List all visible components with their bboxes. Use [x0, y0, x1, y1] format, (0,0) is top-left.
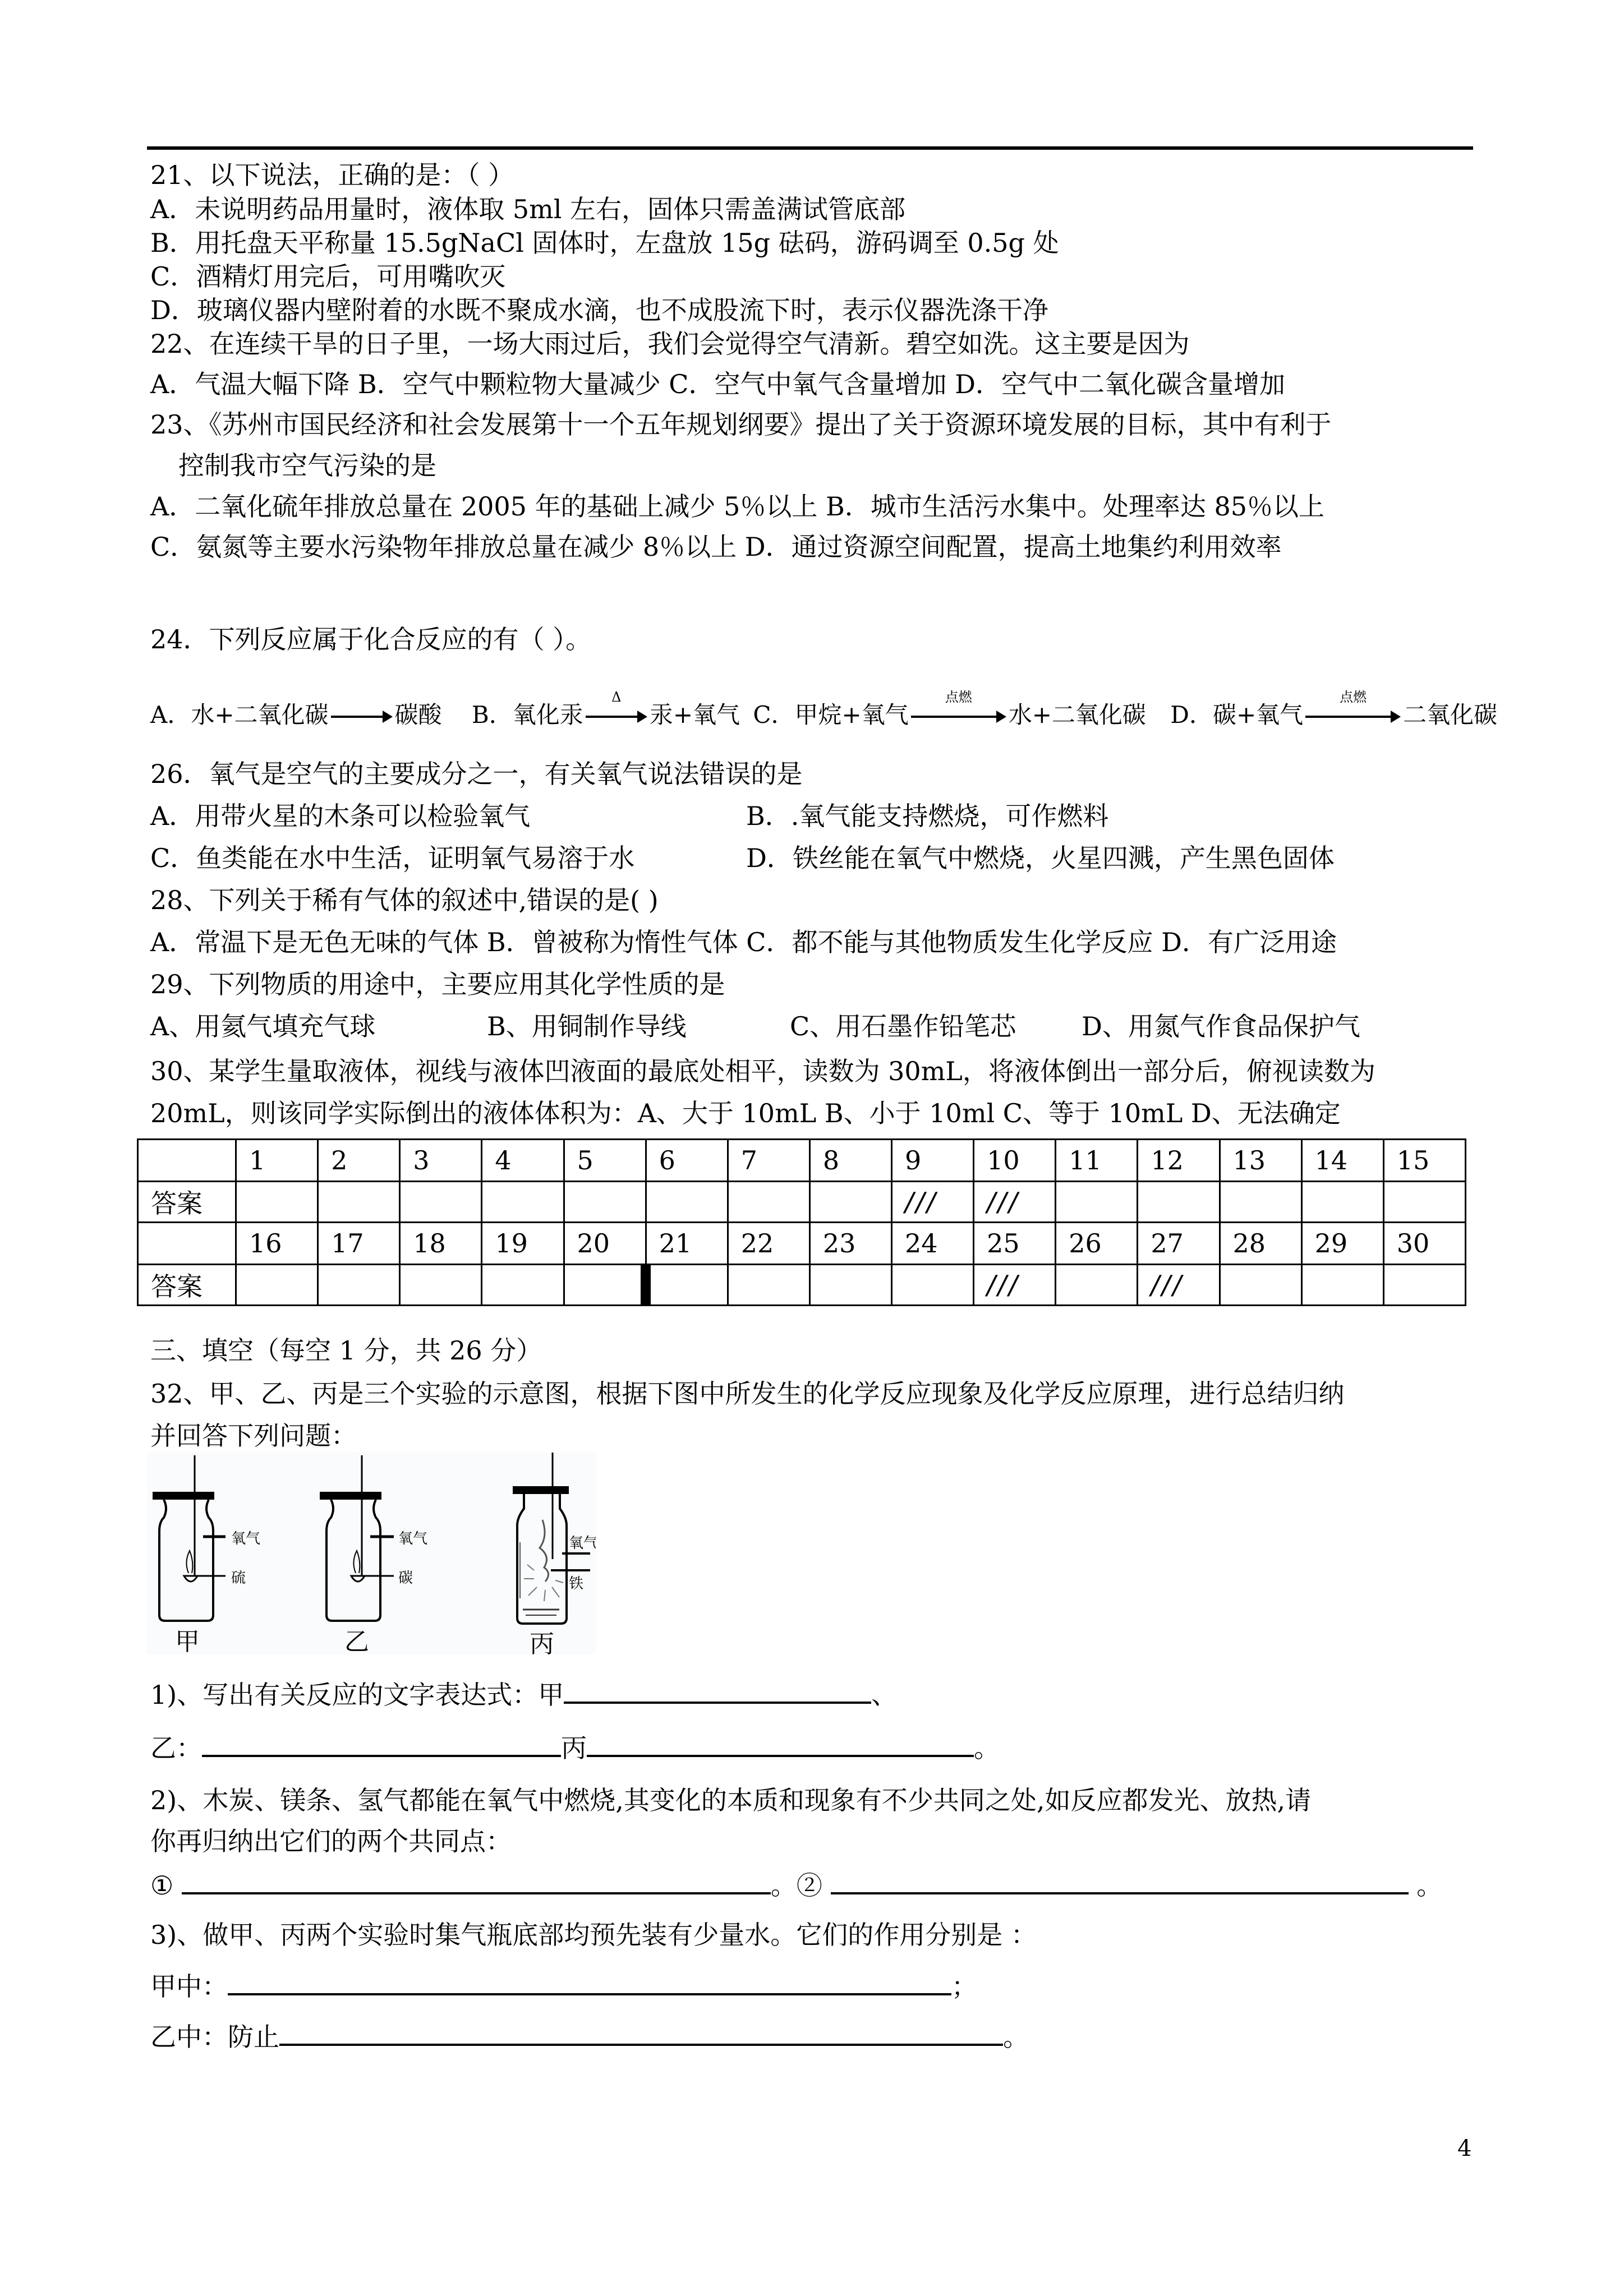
answer-cell-struck: /// — [974, 1265, 1056, 1306]
reaction-arrow-icon — [331, 708, 393, 725]
answer-cell[interactable] — [236, 1182, 318, 1223]
reaction-label: D． — [1170, 701, 1213, 729]
label-yi-zhong-fangzhi: 乙中：防止 — [150, 2022, 279, 2052]
q32-stem-line2: 并回答下列问题： — [150, 1421, 357, 1451]
answer-cell[interactable] — [1220, 1265, 1301, 1306]
reaction-reactants: 氧化汞 — [512, 701, 583, 729]
answer-cell[interactable] — [809, 1182, 891, 1223]
question-number-cell: 14 — [1301, 1140, 1383, 1182]
q32-part1-line2 — [150, 1730, 1000, 1765]
question-number-cell: 7 — [728, 1140, 809, 1182]
q32-part2-line2: 你再归纳出它们的两个共同点： — [150, 1826, 512, 1856]
q22-options: A．气温大幅下降 B．空气中颗粒物大量减少 C．空气中氧气含量增加 D．空气中二氧化碳含量增加 — [150, 369, 1285, 399]
q24-reaction-a — [150, 701, 449, 729]
q32-part3-yi — [150, 2019, 1029, 2054]
answer-cell[interactable] — [1383, 1182, 1465, 1223]
label-bing: 丙 — [561, 1733, 587, 1763]
answer-cell[interactable] — [482, 1265, 564, 1306]
page-number: 4 — [1457, 2136, 1472, 2161]
answer-cell[interactable] — [1383, 1265, 1465, 1306]
answer-blank-jia-expression[interactable] — [564, 1677, 871, 1704]
reaction-products: 碳酸 — [394, 701, 442, 729]
reaction-label: B． — [471, 701, 513, 729]
q22-stem: 22、在连续干旱的日子里，一场大雨过后，我们会觉得空气清新。碧空如洗。这主要是因为 — [150, 329, 1190, 359]
question-number-cell: 8 — [809, 1140, 891, 1182]
answer-cell[interactable] — [1301, 1182, 1383, 1223]
period: 。 — [770, 1870, 797, 1901]
answer-table — [137, 1138, 1466, 1306]
q32-part3-prompt: 3)、做甲、丙两个实验时集气瓶底部均预先装有少量水。它们的作用分别是 ： — [150, 1920, 1037, 1950]
q32-part2-blanks — [150, 1868, 1442, 1902]
question-number-cell: 20 — [564, 1223, 646, 1265]
bottle-jia-substance-label: 硫 — [231, 1570, 246, 1587]
label-yi: 乙： — [150, 1733, 202, 1763]
q21-option-b: B．用托盘天平称量 15.5gNaCl 固体时，左盘放 15g 砝码，游码调至 0.5g 处 — [150, 228, 1059, 258]
bottle-jia-icon — [153, 1455, 260, 1654]
question-number-cell: 24 — [892, 1223, 974, 1265]
reaction-products: 汞+氧气 — [649, 701, 740, 729]
answer-cell[interactable] — [318, 1265, 400, 1306]
q29-stem: 29、下列物质的用途中，主要应用其化学性质的是 — [150, 969, 725, 999]
separator: 、 — [871, 1680, 898, 1710]
answer-cell[interactable] — [728, 1182, 809, 1223]
q29-option-b: B、用铜制作导线 — [487, 1011, 687, 1041]
question-number-cell: 6 — [646, 1140, 728, 1182]
answer-blank-bing-expression[interactable] — [587, 1730, 974, 1757]
question-number-cell: 11 — [1056, 1140, 1138, 1182]
reaction-reactants: 甲烷+氧气 — [794, 701, 909, 729]
question-number-cell: 13 — [1220, 1140, 1301, 1182]
bottle-bing-caption: 丙 — [530, 1630, 554, 1654]
q26-option-c: C．鱼类能在水中生活，证明氧气易溶于水 — [150, 843, 635, 873]
reaction-arrow-icon — [586, 689, 647, 725]
q23-options-line2: C．氨氮等主要水污染物年排放总量在减少 8％以上 D．通过资源空间配置，提高土地集约利用效率 — [150, 532, 1282, 562]
q21-stem: 21、以下说法，正确的是：（ ） — [150, 160, 514, 190]
q24-reaction-c — [753, 689, 1153, 729]
answer-row-label: 答案 — [138, 1265, 236, 1306]
question-number-cell: 5 — [564, 1140, 646, 1182]
answer-table-answers-row-2 — [138, 1265, 1466, 1306]
bottle-jia-gas-label: 氧气 — [231, 1530, 261, 1547]
question-number-cell: 12 — [1138, 1140, 1220, 1182]
answer-cell[interactable] — [1220, 1182, 1301, 1223]
table-corner-cell — [138, 1140, 236, 1182]
q26-stem: 26．氧气是空气的主要成分之一，有关氧气说法错误的是 — [150, 759, 803, 789]
reaction-reactants: 水+二氧化碳 — [191, 701, 329, 729]
circled-one: ① — [150, 1870, 174, 1901]
q32-part1-line1 — [150, 1677, 897, 1712]
answer-cell[interactable] — [892, 1265, 974, 1306]
answer-cell[interactable] — [400, 1182, 482, 1223]
answer-cell[interactable] — [482, 1182, 564, 1223]
question-number-cell: 16 — [236, 1223, 318, 1265]
q23-stem-line1: 23、《苏州市国民经济和社会发展第十一个五年规划纲要》提出了关于资源环境发展的目标，其中有利于 — [150, 409, 1332, 440]
answer-cell[interactable] — [646, 1265, 728, 1306]
reaction-condition: Δ — [611, 689, 622, 705]
reaction-reactants: 碳+氧气 — [1212, 701, 1304, 729]
question-number-cell: 18 — [400, 1223, 482, 1265]
q29-option-a: A、用氦气填充气球 — [150, 1011, 376, 1041]
answer-blank-jia-water-purpose[interactable] — [228, 1968, 951, 1995]
answer-cell[interactable] — [236, 1265, 318, 1306]
q29-option-c: C、用石墨作铅笔芯 — [790, 1011, 1016, 1041]
reaction-condition: 点燃 — [945, 689, 972, 705]
question-number-cell: 27 — [1138, 1223, 1220, 1265]
reaction-arrow-icon — [1305, 689, 1401, 725]
answer-cell[interactable] — [809, 1265, 891, 1306]
question-number-cell: 19 — [482, 1223, 564, 1265]
section-3-heading: 三、填空（每空 1 分，共 26 分） — [150, 1335, 542, 1366]
bottle-yi-gas-label: 氧气 — [398, 1530, 428, 1547]
question-number-cell: 15 — [1383, 1140, 1465, 1182]
question-number-cell: 25 — [974, 1223, 1056, 1265]
answer-cell[interactable] — [318, 1182, 400, 1223]
label-jia-zhong: 甲中： — [150, 1971, 228, 2002]
answer-cell[interactable] — [400, 1265, 482, 1306]
answer-table-numbers-row-1 — [138, 1140, 1466, 1182]
q32-part2-line1: 2)、木炭、镁条、氢气都能在氧气中燃烧,其变化的本质和现象有不少共同之处,如反应都发光、放热,请 — [150, 1785, 1312, 1815]
period: 。 — [1003, 2022, 1029, 2052]
answer-cell-struck: /// — [974, 1182, 1056, 1223]
q24-stem: 24．下列反应属于化合反应的有（ ）。 — [150, 624, 592, 654]
q24-reactions — [150, 689, 1498, 732]
circled-two: ② — [796, 1870, 822, 1901]
question-number-cell: 9 — [892, 1140, 974, 1182]
q29-option-d: D、用氮气作食品保护气 — [1082, 1011, 1360, 1041]
header-rule — [147, 146, 1473, 150]
answer-cell[interactable] — [728, 1265, 809, 1306]
question-number-cell: 2 — [318, 1140, 400, 1182]
answer-cell[interactable] — [1301, 1265, 1383, 1306]
answer-cell[interactable] — [1056, 1182, 1138, 1223]
question-number-cell: 4 — [482, 1140, 564, 1182]
q23-options-line1: A．二氧化硫年排放总量在 2005 年的基础上减少 5％以上 B．城市生活污水集中。处理率达 85％以上 — [150, 491, 1324, 522]
answer-cell-struck: /// — [1138, 1265, 1220, 1306]
reaction-condition: 点燃 — [1340, 689, 1367, 705]
gas-bottles-diagram — [147, 1453, 596, 1654]
q28-options: A．常温下是无色无味的气体 B．曾被称为惰性气体 C．都不能与其他物质发生化学反应 D．有广泛用途 — [150, 927, 1337, 957]
q30-line1: 30、某学生量取液体，视线与液体凹液面的最底处相平，读数为 30mL，将液体倒出一部分后，俯视读数为 — [150, 1056, 1375, 1086]
experiment-figure — [147, 1453, 596, 1654]
answer-row-label: 答案 — [138, 1182, 236, 1223]
q26-option-b: B．.氧气能支持燃烧，可作燃料 — [746, 801, 1109, 831]
answer-blank-yi-water-purpose[interactable] — [279, 2019, 1003, 2046]
answer-table-numbers-row-2 — [138, 1223, 1466, 1265]
question-number-cell: 29 — [1301, 1223, 1383, 1265]
bottle-bing-icon — [513, 1453, 596, 1654]
bottle-yi-caption: 乙 — [344, 1628, 369, 1654]
reaction-label: C． — [753, 701, 795, 729]
answer-blank-common-point-2[interactable] — [831, 1868, 1409, 1894]
reaction-label: A． — [150, 701, 191, 729]
question-number-cell: 10 — [974, 1140, 1056, 1182]
q24-reaction-d — [1170, 689, 1498, 729]
answer-cell[interactable] — [1138, 1182, 1220, 1223]
q26-option-a: A．用带火星的木条可以检验氧气 — [150, 801, 531, 831]
question-number-cell: 30 — [1383, 1223, 1465, 1265]
bottle-yi-substance-label: 碳 — [398, 1570, 413, 1587]
reaction-products: 二氧化碳 — [1403, 701, 1498, 729]
answer-cell[interactable] — [564, 1182, 646, 1223]
answer-cell-struck: /// — [892, 1182, 974, 1223]
table-corner-cell — [138, 1223, 236, 1265]
reaction-products: 水+二氧化碳 — [1008, 701, 1146, 729]
question-number-cell: 17 — [318, 1223, 400, 1265]
question-number-cell: 21 — [646, 1223, 728, 1265]
q21-option-a: A．未说明药品用量时，液体取 5ml 左右，固体只需盖满试管底部 — [150, 194, 906, 224]
q28-stem: 28、下列关于稀有气体的叙述中,错误的是( ) — [150, 885, 659, 915]
bottle-bing-gas-label: 氧气 — [569, 1535, 596, 1552]
q23-stem-line2: 控制我市空气污染的是 — [178, 450, 436, 481]
q32-stem-line1: 32、甲、乙、丙是三个实验的示意图，根据下图中所发生的化学反应现象及化学反应原理，进行总结归纳 — [150, 1378, 1345, 1409]
bottle-yi-icon — [320, 1455, 427, 1654]
question-number-cell: 1 — [236, 1140, 318, 1182]
question-number-cell: 22 — [728, 1223, 809, 1265]
q21-option-d: D．玻璃仪器内壁附着的水既不聚成水滴，也不成股流下时，表示仪器洗涤干净 — [150, 295, 1048, 325]
q24-reaction-b — [471, 689, 747, 729]
q32-part3-jia — [150, 1968, 977, 2003]
period: 。 — [974, 1733, 1000, 1763]
answer-blank-common-point-1[interactable] — [182, 1868, 771, 1894]
period: 。 — [1416, 1870, 1443, 1901]
q26-option-d: D．铁丝能在氧气中燃烧，火星四溅，产生黑色固体 — [746, 843, 1335, 873]
question-number-cell: 3 — [400, 1140, 482, 1182]
q21-option-c: C．酒精灯用完后，可用嘴吹灭 — [150, 261, 506, 292]
answer-blank-yi-expression[interactable] — [202, 1730, 561, 1757]
reaction-arrow-icon — [911, 689, 1006, 725]
answer-cell[interactable] — [1056, 1265, 1138, 1306]
question-number-cell: 23 — [809, 1223, 891, 1265]
q30-line2: 20mL，则该同学实际倒出的液体体积为：A、大于 10mL B、小于 10ml C、等于 10mL D、无法确定 — [150, 1098, 1341, 1128]
bottle-bing-substance-label: 铁 — [569, 1575, 584, 1592]
answer-cell[interactable] — [646, 1182, 728, 1223]
bottle-jia-caption: 甲 — [175, 1628, 200, 1654]
question-number-cell: 28 — [1220, 1223, 1301, 1265]
answer-cell[interactable] — [564, 1265, 646, 1306]
semicolon: ； — [951, 1971, 977, 2002]
question-number-cell: 26 — [1056, 1223, 1138, 1265]
answer-table-answers-row-1 — [138, 1182, 1466, 1223]
q32-part1-prompt: 1)、写出有关反应的文字表达式：甲 — [150, 1680, 564, 1710]
